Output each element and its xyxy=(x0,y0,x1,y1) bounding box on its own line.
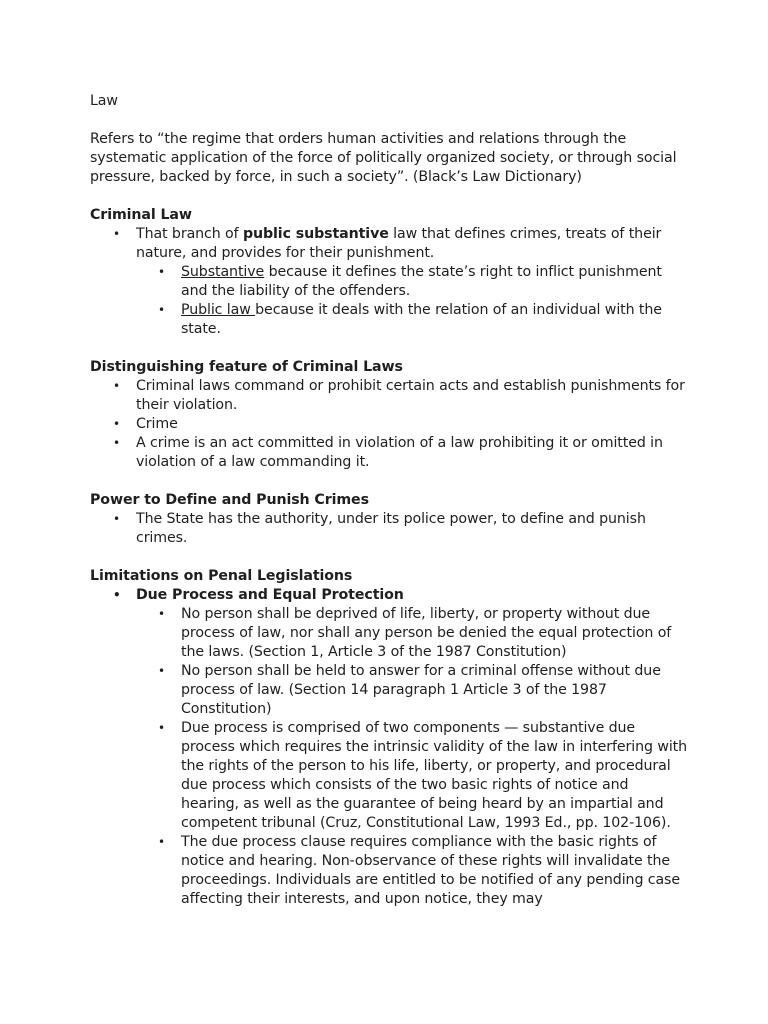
list-item: • A crime is an act committed in violation of a law prohibiting it or omitted in violation of a law commanding it. xyxy=(113,435,663,470)
bullet-icon: • xyxy=(158,664,165,678)
limitations-heading: Limitations on Penal Legislations xyxy=(90,568,353,584)
bullet-icon: • xyxy=(113,379,120,393)
list-item: • The State has the authority, under its police power, to define and punish crimes. xyxy=(113,511,646,546)
bullet-icon: • xyxy=(113,588,121,602)
term-public-law: Public law xyxy=(181,302,256,318)
distinguishing-heading: Distinguishing feature of Criminal Laws xyxy=(90,359,403,375)
list-item: • Due process is comprised of two components — substantive due process which requires the intrinsic validity of the law in interfering with the rights of the person to his life, liberty, or property, and procedural due process which consists of the two basic rights of notice and hearing, as well as the guarantee of being heard by an impartial and competent tribunal (Cruz, Constitutional Law, 1993 Ed., pp. 102-106). xyxy=(158,720,688,831)
list-item: • Substantive because it defines the state’s right to inflict punishment and the liability of the offenders. xyxy=(158,264,662,299)
list-item xyxy=(90,586,690,605)
power-heading: Power to Define and Punish Crimes xyxy=(90,492,369,508)
bullet-icon: • xyxy=(158,835,165,849)
list-item: • No person shall be held to answer for a criminal offense without due process of law. (Section 14 paragraph 1 Article 3 of the 1987 Constitution) xyxy=(158,663,661,717)
bullet-icon: • xyxy=(158,303,165,317)
list-item: • No person shall be deprived of life, liberty, or property without due process of law, nor shall any person be denied the equal protection of the laws. (Section 1, Article 3 of the 1987 Constitution) xyxy=(158,606,672,660)
power-list xyxy=(90,510,690,548)
law-definition: Refers to “the regime that orders human activities and relations through the systematic application of the force of politically organized society, or through social pressure, backed by force, in such a society”. (Black’s Law Dictionary) xyxy=(90,131,677,185)
list-item: • That branch of public substantive law that defines crimes, treats of their nature, and provides for their punishment. xyxy=(113,226,662,261)
list-item: • Criminal laws command or prohibit certain acts and establish punishments for their violation. xyxy=(113,378,685,413)
bullet-icon: • xyxy=(113,436,120,450)
bullet-icon: • xyxy=(158,721,165,735)
list-item: • The due process clause requires compliance with the basic rights of notice and hearing. Non-observance of these rights will invalidate the proceedings. Individuals are entitled to be notified of any pending case affecting their interests, and upon notice, they may xyxy=(158,834,680,907)
criminal-law-heading: Criminal Law xyxy=(90,207,192,223)
due-process-heading: Due Process and Equal Protection xyxy=(136,587,404,603)
list-item: • Crime xyxy=(113,416,178,432)
term-substantive: Substantive xyxy=(181,264,265,280)
list-item: • Public law because it deals with the relation of an individual with the state. xyxy=(158,302,662,337)
bullet-icon: • xyxy=(113,512,120,526)
bullet-icon: • xyxy=(113,227,120,241)
criminal-law-list xyxy=(90,225,690,339)
limitations-list xyxy=(90,586,690,909)
document-page xyxy=(90,92,690,909)
bullet-icon: • xyxy=(158,265,165,279)
bullet-icon: • xyxy=(113,417,120,431)
bullet-icon: • xyxy=(158,607,165,621)
law-heading: Law xyxy=(90,93,118,109)
distinguishing-list xyxy=(90,377,690,472)
